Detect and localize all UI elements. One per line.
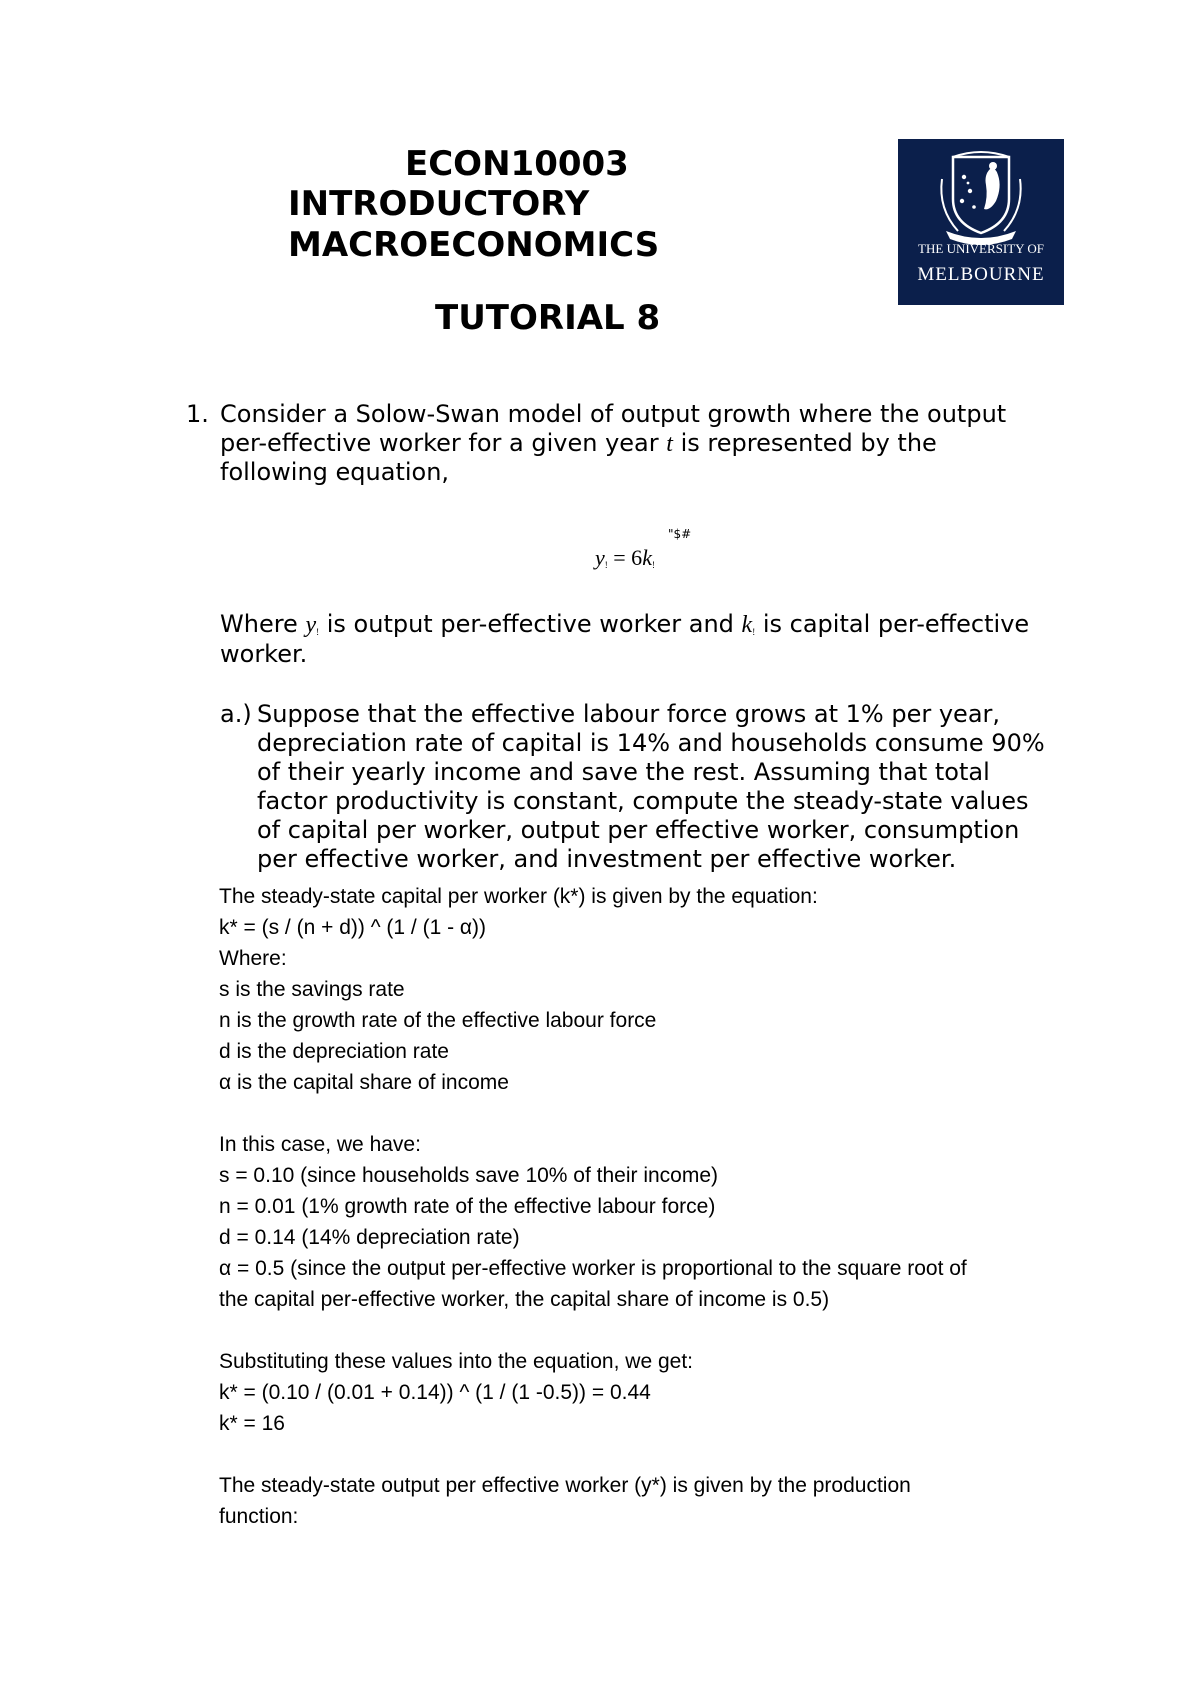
part-a-line: of their yearly income and save the rest. Assuming that total — [257, 758, 990, 786]
answer-line: k* = (s / (n + d)) ^ (1 / (1 - α)) — [219, 916, 487, 939]
part-a-line: depreciation rate of capital is 14% and households consume 90% — [257, 729, 1045, 757]
answer-line: k* = (0.10 / (0.01 + 0.14)) ^ (1 / (1 -0.5)) = 0.44 — [219, 1381, 651, 1404]
course-code: ECON10003 — [405, 144, 629, 184]
answer-line — [219, 1315, 967, 1346]
part-a-line: per effective worker, and investment per effective worker. — [257, 845, 957, 873]
logo-line2: MELBOURNE — [917, 264, 1045, 285]
answer-line: s is the savings rate — [219, 978, 405, 1001]
answer-line: n is the growth rate of the effective labour force — [219, 1009, 657, 1032]
university-logo — [898, 139, 1064, 305]
tutorial-title: TUTORIAL 8 — [435, 298, 661, 338]
part-a-line: Suppose that the effective labour force grows at 1% per year, — [257, 700, 1001, 728]
university-crest-icon — [898, 139, 1064, 305]
where-line1: Where $y_!$ is output per-effective worker and $k_!$ is capital per-effective — [220, 610, 1030, 638]
question-line2: per-effective worker for a given year t is represented by the — [220, 429, 937, 457]
question-line3: following equation, — [220, 458, 450, 486]
logo-line1: THE UNIVERSITY OF — [918, 241, 1044, 256]
answer-line: Where: — [219, 947, 287, 970]
production-equation: $y_! = 6k_!$ — [595, 545, 655, 570]
equation-superscript: "$# — [668, 527, 692, 541]
question-number: 1. — [186, 400, 209, 428]
answer-line: The steady-state output per effective worker (y*) is given by the production — [219, 1474, 911, 1497]
answer-line — [219, 1439, 967, 1470]
part-a-line: factor productivity is constant, compute the steady-state values — [257, 787, 1029, 815]
answer-block — [219, 881, 967, 1532]
where-line2: worker. — [220, 640, 308, 668]
answer-line — [219, 1098, 967, 1129]
answer-line: d = 0.14 (14% depreciation rate) — [219, 1226, 520, 1249]
answer-line: d is the depreciation rate — [219, 1040, 449, 1063]
answer-line: In this case, we have: — [219, 1133, 421, 1156]
part-a-line: of capital per worker, output per effective worker, consumption — [257, 816, 1020, 844]
course-title-line1: INTRODUCTORY — [288, 184, 590, 224]
answer-line: α = 0.5 (since the output per-effective worker is proportional to the square root of — [219, 1257, 967, 1280]
question-line1: Consider a Solow-Swan model of output growth where the output — [220, 400, 1007, 428]
answer-line: Substituting these values into the equation, we get: — [219, 1350, 693, 1373]
answer-line: α is the capital share of income — [219, 1071, 509, 1094]
answer-line: n = 0.01 (1% growth rate of the effective labour force) — [219, 1195, 716, 1218]
answer-line: function: — [219, 1505, 299, 1528]
answer-line: The steady-state capital per worker (k*) is given by the equation: — [219, 885, 818, 908]
answer-line: k* = 16 — [219, 1412, 285, 1435]
answer-line: the capital per-effective worker, the capital share of income is 0.5) — [219, 1288, 830, 1311]
answer-line: s = 0.10 (since households save 10% of their income) — [219, 1164, 719, 1187]
course-title-line2: MACROECONOMICS — [288, 225, 660, 265]
part-a-label: a.) — [220, 700, 252, 728]
